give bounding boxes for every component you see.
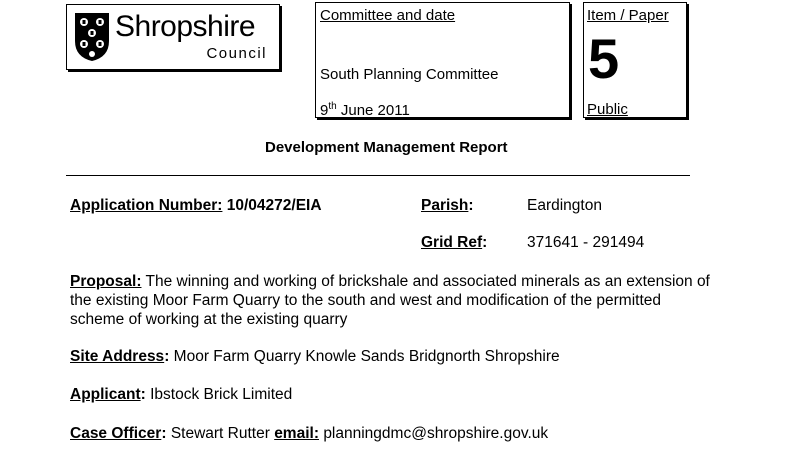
council-subtitle: Council [206, 45, 267, 62]
site-address-row: Site Address: Moor Farm Quarry Knowle Sands Bridgnorth Shropshire [70, 348, 560, 365]
site-address-label: Site Address [70, 348, 165, 365]
parish-value: Eardington [527, 197, 602, 214]
committee-heading: Committee and date [320, 7, 456, 24]
site-address-value: Moor Farm Quarry Knowle Sands Bridgnorth Shropshire [173, 348, 560, 365]
proposal-text: The winning and working of brickshale and associated minerals as an extension of the existing Moor Farm Quarry to the south and west and modification of the permitted scheme of working at the existing quarry [70, 273, 710, 328]
item-status: Public [587, 101, 628, 118]
case-officer-row: Case Officer: Stewart Rutter email: planningdmc@shropshire.gov.uk [70, 425, 549, 442]
proposal-label: Proposal: [70, 273, 142, 290]
email-label: email: [274, 425, 319, 442]
parish-row: Parish: [421, 197, 474, 214]
shropshire-crest-icon [73, 11, 111, 63]
item-heading: Item / Paper [587, 7, 669, 24]
item-number: 5 [588, 27, 620, 90]
committee-date: 9th June 2011 [320, 101, 410, 119]
email-link[interactable]: planningdmc@shropshire.gov.uk [323, 425, 549, 442]
proposal-block [70, 272, 710, 329]
application-number-row [70, 197, 322, 215]
council-logo [66, 4, 280, 70]
application-number-label: Application Number: [70, 197, 223, 214]
parish-label: Parish [421, 197, 469, 214]
grid-ref-row: Grid Ref: [421, 234, 488, 251]
case-officer-label: Case Officer [70, 425, 162, 442]
grid-ref-value: 371641 - 291494 [527, 234, 645, 251]
council-wordmark: Shropshire [115, 10, 256, 43]
case-officer-value: Stewart Rutter [170, 425, 270, 442]
report-title: Development Management Report [265, 139, 508, 156]
application-number-value: 10/04272/EIA [226, 197, 322, 214]
applicant-value: Ibstock Brick Limited [150, 386, 293, 403]
grid-ref-label: Grid Ref [421, 234, 483, 251]
committee-name: South Planning Committee [320, 66, 499, 83]
applicant-label: Applicant [70, 386, 141, 403]
applicant-row: Applicant: Ibstock Brick Limited [70, 386, 293, 403]
committee-box [315, 2, 570, 118]
item-box [583, 2, 687, 118]
divider [66, 175, 690, 176]
